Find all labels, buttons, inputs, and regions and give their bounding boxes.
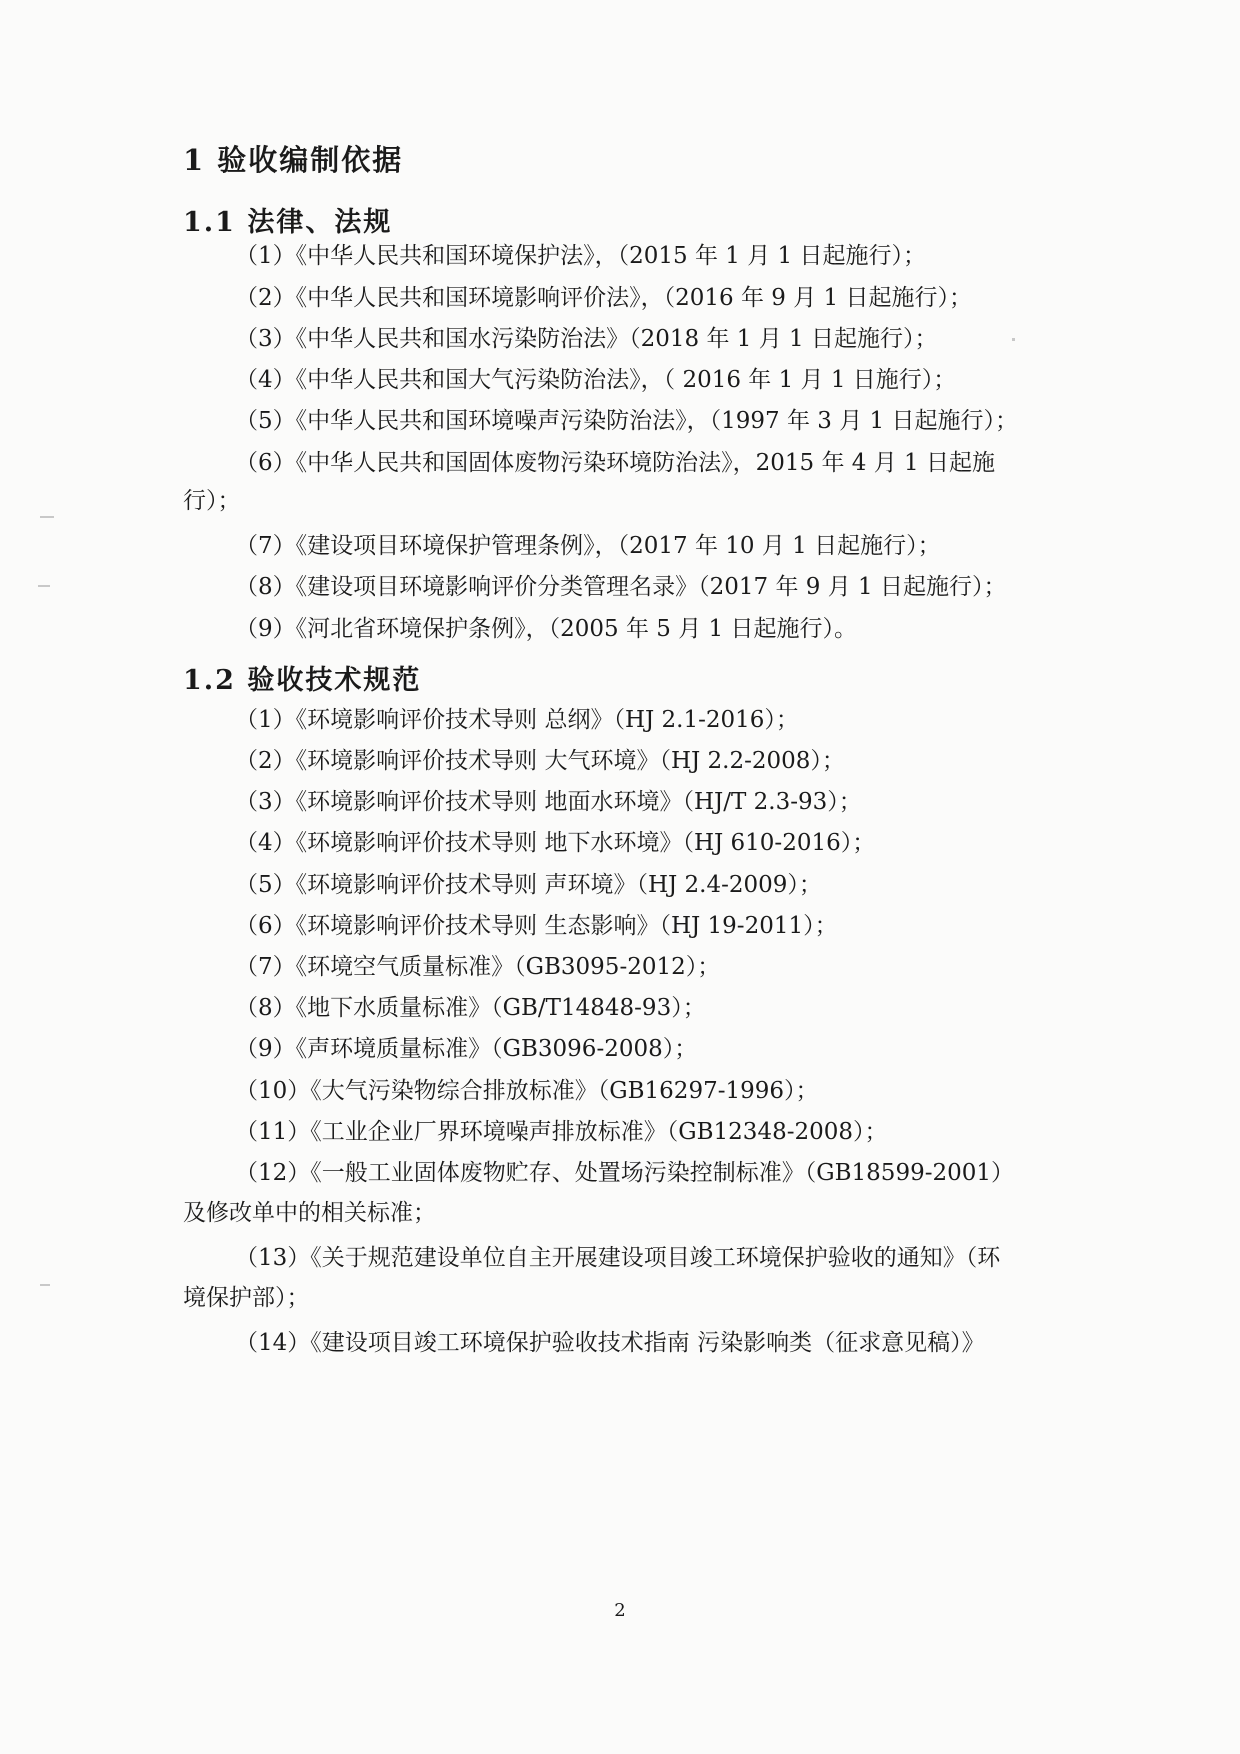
standard-item-6: （6）《环境影响评价技术导则 生态影响》（HJ 19-2011）；: [235, 913, 838, 939]
standard-item-11: （11）《工业企业厂界环境噪声排放标准》（GB12348-2008）；: [235, 1119, 888, 1145]
section-heading-laws: 1.1 法律、法规: [183, 207, 393, 238]
law-item-5: （5）《中华人民共和国环境噪声污染防治法》，（1997 年 3 月 1 日起施行）；: [235, 408, 1018, 434]
law-item-3: （3）《中华人民共和国水污染防治法》（2018 年 1 月 1 日起施行）；: [235, 326, 938, 352]
standard-item-2: （2）《环境影响评价技术导则 大气环境》（HJ 2.2-2008）；: [235, 748, 845, 774]
scan-mark: [38, 585, 50, 587]
section-heading-technical: 1.2 验收技术规范: [183, 665, 422, 696]
law-item-6: （6）《中华人民共和国固体废物污染环境防治法》，2015 年 4 月 1 日起施 行）；: [183, 450, 995, 514]
law-item-1: （1）《中华人民共和国环境保护法》，（2015 年 1 月 1 日起施行）；: [235, 243, 926, 269]
law-item-4: （4）《中华人民共和国大气污染防治法》，（ 2016 年 1 月 1 日施行）；: [235, 367, 957, 393]
chapter-heading: 1 验收编制依据: [183, 143, 404, 177]
law-item-9: （9）《河北省环境保护条例》，（2005 年 5 月 1 日起施行）。: [235, 616, 857, 642]
standard-item-13: （13）《关于规范建设单位自主开展建设项目竣工环境保护验收的通知》（环 境保护部）；: [183, 1245, 1001, 1311]
scan-mark: [40, 516, 54, 518]
standard-item-4: （4）《环境影响评价技术导则 地下水环境》（HJ 610-2016）；: [235, 830, 876, 856]
standard-item-5: （5）《环境影响评价技术导则 声环境》（HJ 2.4-2009）；: [235, 872, 822, 898]
standard-item-3: （3）《环境影响评价技术导则 地面水环境》（HJ/T 2.3-93）；: [235, 789, 862, 815]
page-number: 2: [614, 1600, 626, 1621]
law-item-2: （2）《中华人民共和国环境影响评价法》，（2016 年 9 月 1 日起施行）；: [235, 285, 972, 311]
standard-item-14: （14）《建设项目竣工环境保护验收技术指南 污染影响类（征求意见稿）》: [235, 1330, 985, 1356]
law-item-8: （8）《建设项目环境影响评价分类管理名录》（2017 年 9 月 1 日起施行）；: [235, 574, 1007, 600]
scan-mark: [40, 1284, 50, 1286]
law-item-7: （7）《建设项目环境保护管理条例》，（2017 年 10 月 1 日起施行）；: [235, 533, 941, 559]
standard-item-7: （7）《环境空气质量标准》（GB3095-2012）；: [235, 954, 721, 980]
standard-item-12: （12）《一般工业固体废物贮存、处置场污染控制标准》（GB18599-2001） 及修改单中的相关标准；: [183, 1160, 1015, 1226]
scan-mark: [1012, 338, 1015, 341]
standard-item-9: （9）《声环境质量标准》（GB3096-2008）；: [235, 1036, 698, 1062]
standard-item-8: （8）《地下水质量标准》（GB/T14848-93）；: [235, 995, 706, 1021]
standard-item-10: （10）《大气污染物综合排放标准》（GB16297-1996）；: [235, 1078, 819, 1104]
standard-item-1: （1）《环境影响评价技术导则 总纲》（HJ 2.1-2016）；: [235, 707, 799, 733]
